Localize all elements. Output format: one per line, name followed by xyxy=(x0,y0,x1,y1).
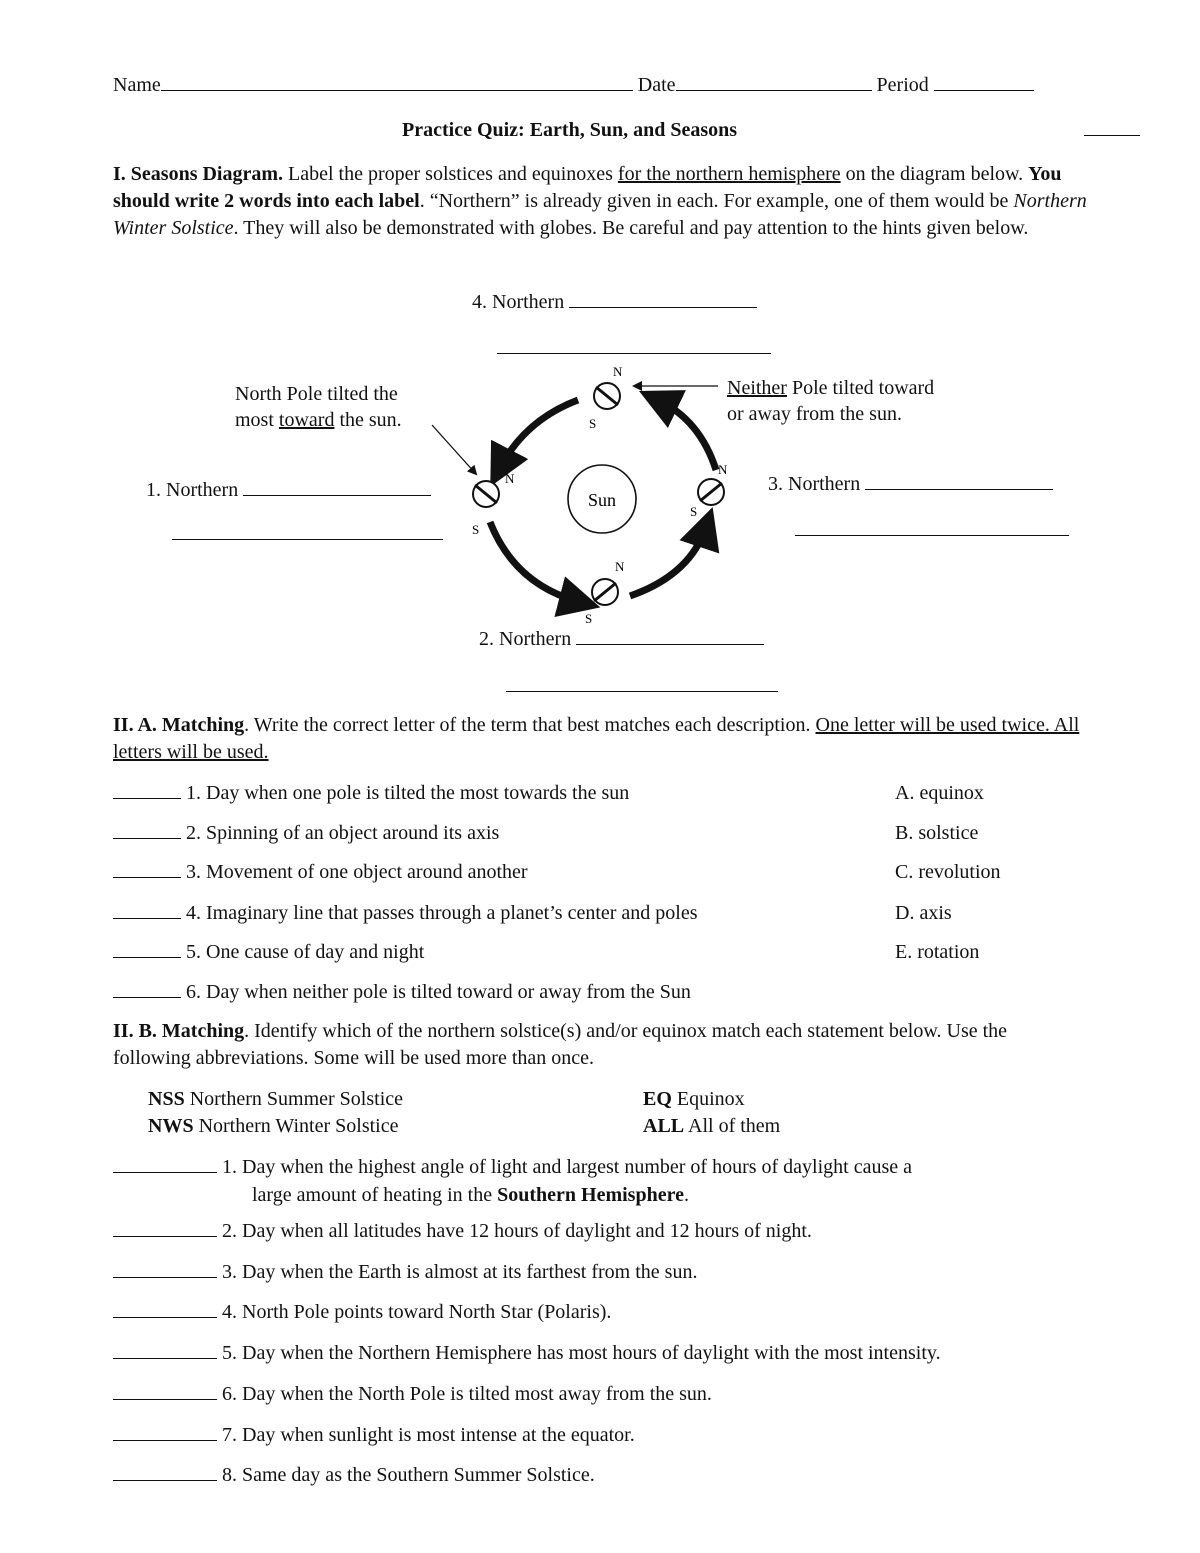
label-4: 4. Northern xyxy=(472,289,757,315)
match-b-row-1-cont: large amount of heating in the Southern Hemisphere. xyxy=(252,1184,689,1206)
svg-text:N: N xyxy=(718,462,728,477)
section2b-heading: II. B. Matching xyxy=(113,1020,245,1042)
match-b-blank-5[interactable] xyxy=(113,1340,217,1359)
match-b-blank-8[interactable] xyxy=(113,1462,217,1481)
match-b-blank-6[interactable] xyxy=(113,1381,217,1400)
globe-top xyxy=(589,364,623,431)
match-b-row-6: 6. Day when the North Pole is tilted most away from the sun. xyxy=(113,1381,712,1407)
match-b-row-5: 5. Day when the Northern Hemisphere has most hours of daylight with the most intensity. xyxy=(113,1340,941,1366)
svg-text:N: N xyxy=(505,471,515,486)
svg-text:N: N xyxy=(613,364,623,379)
answer-c: C. revolution xyxy=(895,861,1001,883)
match-b-blank-1[interactable] xyxy=(113,1154,217,1173)
match-b-blank-4[interactable] xyxy=(113,1299,217,1318)
globe-right xyxy=(690,462,728,519)
abbrev-all: ALL All of them xyxy=(643,1115,781,1137)
page-title: Practice Quiz: Earth, Sun, and Seasons xyxy=(402,119,738,141)
period-label: Period xyxy=(876,74,929,96)
match-a-blank-1[interactable] xyxy=(113,780,181,799)
section1-instructions: I. Seasons Diagram. Label the proper solstices and equinoxes for the northern hemisphere on the diagram below. You should write 2 words into each label. “Northern” is already given in each. For example, one of them would be Northern Winter Solstice. They will also be demonstrated with globes. Be careful and pay attention to the hints given below. xyxy=(113,163,1087,239)
match-a-blank-4[interactable] xyxy=(113,900,181,919)
match-a-row-4: 4. Imaginary line that passes through a planet’s center and poles xyxy=(113,900,698,926)
hint-left: North Pole tilted the most toward the sun. xyxy=(235,383,402,431)
label-3: 3. Northern xyxy=(768,471,1053,497)
sun-label: Sun xyxy=(587,490,617,510)
match-a-blank-5[interactable] xyxy=(113,939,181,958)
match-a-blank-6[interactable] xyxy=(113,979,181,998)
match-b-row-8: 8. Same day as the Southern Summer Solstice. xyxy=(113,1462,595,1488)
abbrev-eq: EQ Equinox xyxy=(643,1088,745,1110)
match-a-row-3: 3. Movement of one object around another xyxy=(113,859,528,885)
name-label: Name xyxy=(113,74,161,96)
match-b-row-3: 3. Day when the Earth is almost at its farthest from the sun. xyxy=(113,1259,697,1285)
seasons-orbit-diagram xyxy=(0,0,1200,720)
match-a-blank-3[interactable] xyxy=(113,859,181,878)
match-b-row-7: 7. Day when sunlight is most intense at the equator. xyxy=(113,1422,635,1448)
date-label: Date xyxy=(637,74,676,96)
match-b-blank-2[interactable] xyxy=(113,1218,217,1237)
match-a-row-2: 2. Spinning of an object around its axis xyxy=(113,820,499,846)
match-b-blank-3[interactable] xyxy=(113,1259,217,1278)
hint-right: Neither Pole tilted toward or away from the sun. xyxy=(727,377,935,425)
abbrev-nss: NSS Northern Summer Solstice xyxy=(148,1088,404,1110)
match-a-blank-2[interactable] xyxy=(113,820,181,839)
answer-b: B. solstice xyxy=(895,822,979,844)
pointer-arrow-left xyxy=(432,425,476,474)
match-b-row-2: 2. Day when all latitudes have 12 hours of daylight and 12 hours of night. xyxy=(113,1218,812,1244)
svg-text:N: N xyxy=(615,559,625,574)
svg-text:S: S xyxy=(589,416,597,431)
answer-d: D. axis xyxy=(895,902,952,924)
match-a-row-1: 1. Day when one pole is tilted the most towards the sun xyxy=(113,780,629,806)
svg-text:S: S xyxy=(690,504,698,519)
section2b-instructions: II. B. Matching. Identify which of the northern solstice(s) and/or equinox match each statement below. Use the following abbreviations. Some will be used more than once. xyxy=(113,1020,1008,1069)
orbit-arrow-left-bottom xyxy=(490,522,580,602)
match-b-row-4: 4. North Pole points toward North Star (Polaris). xyxy=(113,1299,611,1325)
orbit-arrow-bottom-right xyxy=(630,527,706,596)
section1-heading: I. Seasons Diagram. xyxy=(113,163,284,185)
section2a-heading: II. A. Matching xyxy=(113,714,245,736)
match-b-blank-7[interactable] xyxy=(113,1422,217,1441)
abbrev-nws: NWS Northern Winter Solstice xyxy=(148,1115,399,1137)
answer-a: A. equinox xyxy=(895,782,984,804)
match-a-row-6: 6. Day when neither pole is tilted toward or away from the Sun xyxy=(113,979,691,1005)
orbit-arrow-right-top xyxy=(658,400,716,470)
svg-text:S: S xyxy=(472,522,480,537)
section2a-instructions: II. A. Matching. Write the correct letter of the term that best matches each description. One letter will be used twice. All letters will be used. xyxy=(113,714,1080,763)
globe-bottom xyxy=(585,559,625,626)
answer-e: E. rotation xyxy=(895,941,980,963)
label-1: 1. Northern xyxy=(146,477,431,503)
match-b-row-1: 1. Day when the highest angle of light and largest number of hours of daylight cause a xyxy=(113,1154,912,1180)
label-2: 2. Northern xyxy=(479,626,764,652)
orbit-arrow-top-left xyxy=(500,400,578,468)
match-a-row-5: 5. One cause of day and night xyxy=(113,939,424,965)
svg-text:S: S xyxy=(585,611,593,626)
